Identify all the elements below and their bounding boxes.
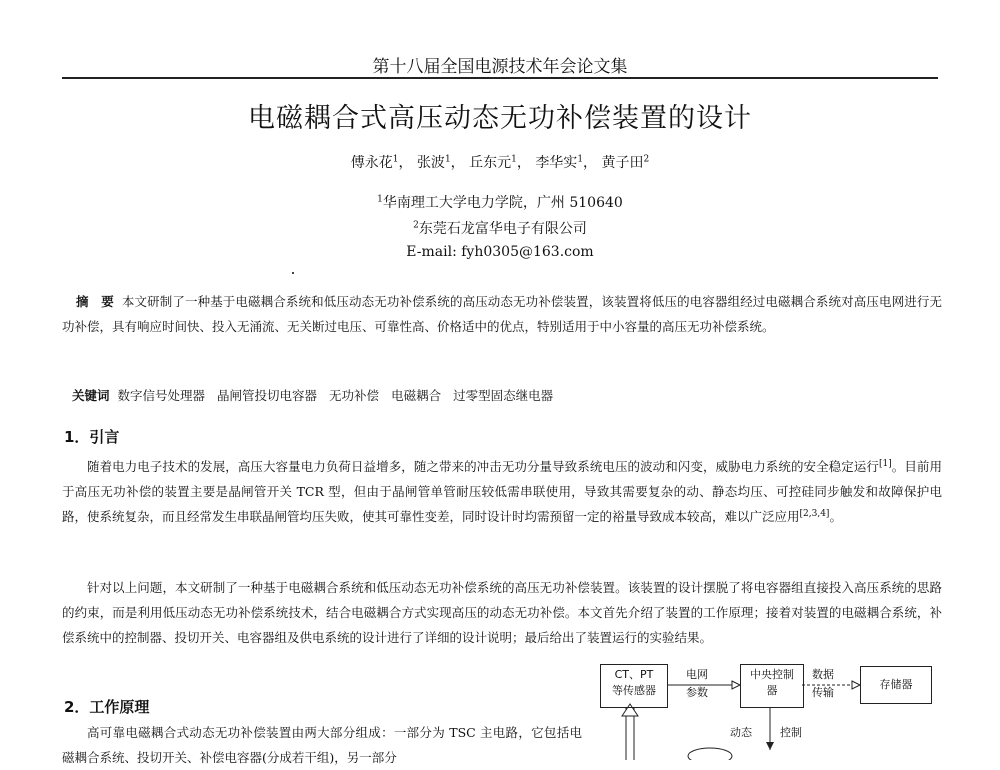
controller-box: 中央控制 器 — [740, 664, 804, 708]
paper-title: 电磁耦合式高压动态无功补偿装置的设计 — [248, 103, 752, 134]
affiliation-1: $^1$华南理工大学电力学院，广州 510640 — [377, 194, 623, 211]
grid-param-label: 电网 参数 — [686, 668, 708, 699]
storage-box: 存储器 — [860, 666, 932, 704]
intro-paragraph-1: 随着电力电子技术的发展，高压大容量电力负荷日益增多，随之带来的冲击无功分量导致系统电压的波动和闪变，威胁电力系统的安全稳定运行[1]。目前用于高压无功补偿的装置主要是晶闸管开关 TCR 型，但由于晶闸管单管耐压较低需串联使用，导致其需要复杂的动、静态均压、可控硅同步触发和故障保护电路，使系统复杂，而且经常发生串联晶闸管均压失败，使其可靠性变差，同时设计时均需预留一定的裕量导致成本较高，难以广泛应用[2,3,4]。 — [62, 458, 942, 524]
scan-dot — [292, 272, 294, 274]
affiliation-2: $^2$东莞石龙富华电子有限公司 — [413, 220, 587, 237]
running-header: 第十八届全国电源技术年会论文集 — [372, 57, 628, 77]
section-principle-title: 2．工作原理 — [64, 698, 150, 716]
author-name: 傅永花 — [350, 155, 393, 171]
principle-paragraph: 高可靠电磁耦合式动态无功补偿装置由两大部分组成：一部分为 TSC 主电路，它包括电磁耦合系统、投切开关、补偿电容器(分成若干组)，另一部分 — [62, 725, 582, 765]
dynamic-label: 动态 — [730, 726, 752, 739]
author-name: 黄子田 — [601, 155, 644, 171]
intro-paragraph-2: 针对以上问题，本文研制了一种基于电磁耦合系统和低压动态无功补偿系统的高压无功补偿装置。该装置的设计摆脱了将电容器组直接投入高压系统的思路的约束，而是利用低压动态无功补偿系统技术，结合电磁耦合方式实现高压的动态无功补偿。本文首先介绍了装置的工作原理；接着对装置的电磁耦合系统，补偿系统中的控制器、投切开关、电容器组及供电系统的设计进行了详细的设计说明；最后给出了装置运行的实验结果。 — [62, 580, 942, 645]
header-rule — [62, 77, 938, 79]
block-diagram — [590, 660, 950, 760]
sensor-box: CT、PT 等传感器 — [600, 664, 668, 708]
abstract-text: 本文研制了一种基于电磁耦合系统和低压动态无功补偿系统的高压动态无功补偿装置，该装置将低压的电容器组经过电磁耦合系统对高压电网进行无功补偿，具有响应时间快、投入无涌流、无关断过电压、可靠性高、价格适中的优点，特别适用于中小容量的高压无功补偿系统。 — [62, 294, 942, 334]
abstract — [62, 289, 942, 339]
author-list: 傅永花$^1$， 张波$^1$， 丘东元$^1$， 李华实$^1$， 黄子田$^2$ — [350, 154, 650, 171]
control-label: 控制 — [780, 726, 802, 739]
email: E-mail: fyh0305@163.com — [406, 244, 594, 260]
keywords-label: 关键词 — [72, 388, 110, 403]
section-intro-title: 1．引言 — [64, 428, 120, 446]
author-name: 丘东元 — [469, 155, 512, 171]
abstract-label: 摘 要 — [76, 294, 114, 309]
data-transfer-label: 数据 传输 — [812, 668, 834, 699]
keywords: 关键词 数字信号处理器 晶闸管投切电容器 无功补偿 电磁耦合 过零型固态继电器 — [72, 388, 554, 403]
author-name: 张波 — [416, 155, 445, 171]
author-name: 李华实 — [535, 155, 578, 171]
